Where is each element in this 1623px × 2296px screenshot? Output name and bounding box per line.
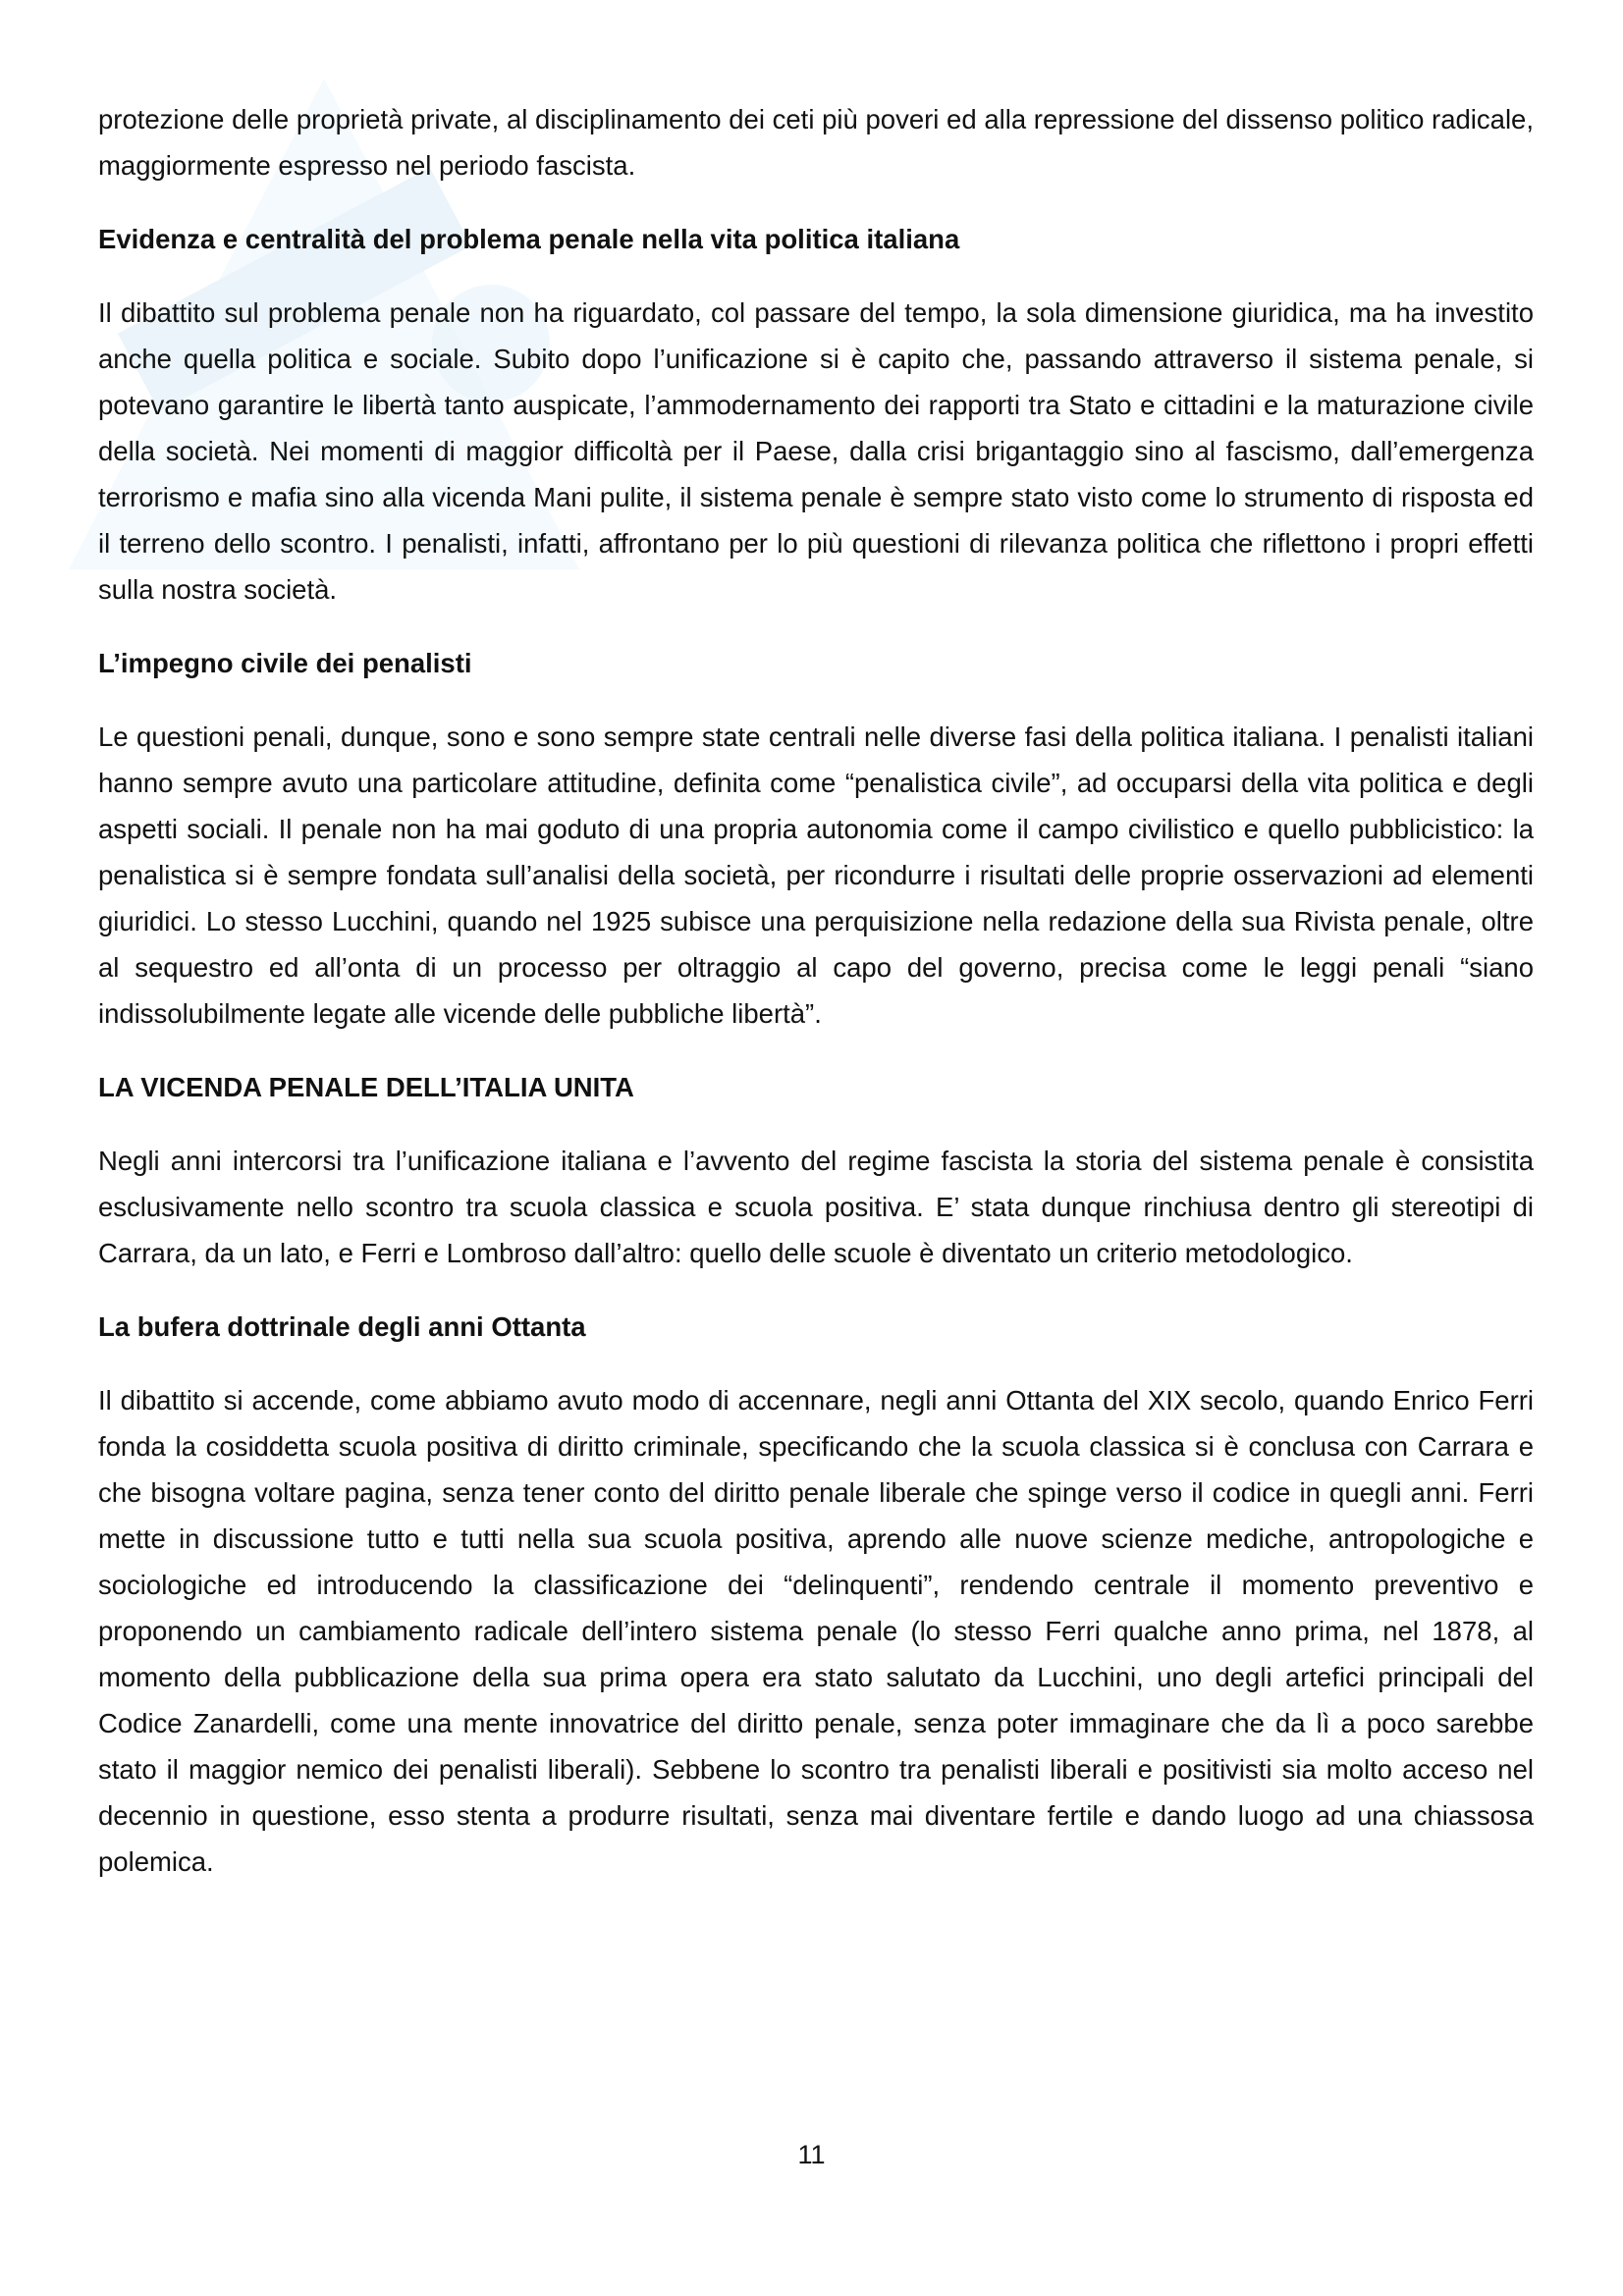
paragraph-dibattito-problema-penale: Il dibattito sul problema penale non ha riguardato, col passare del tempo, la sola dimensione giuridica, ma ha investito anche quella politica e sociale. Subito dopo l’unificazione si è capito che, passando attraverso il sistema penale, si potevano garantire le libertà tanto auspicate, l’ammodernamento dei rapporti tra Stato e cittadini e la maturazione civile della società. Nei momenti di maggior difficoltà per il Paese, dalla crisi brigantaggio sino al fascismo, dall’emergenza terrorismo e mafia sino alla vicenda Mani pulite, il sistema penale è sempre stato visto come lo strumento di risposta ed il terreno dello scontro. I penalisti, infatti, affrontano per lo più questioni di rilevanza politica che riflettono i propri effetti sulla nostra società. (98, 297, 1534, 605)
heading-evidenza-centralita: Evidenza e centralità del problema penale nella vita politica italiana (98, 224, 960, 254)
document-body (98, 96, 1534, 1912)
heading-vicenda-penale: LA VICENDA PENALE DELL’ITALIA UNITA (98, 1072, 634, 1102)
paragraph-dibattito-accende: Il dibattito si accende, come abbiamo avuto modo di accennare, negli anni Ottanta del XIX secolo, quando Enrico Ferri fonda la cosiddetta scuola positiva di diritto criminale, specificando che la scuola classica si è conclusa con Carrara e che bisogna voltare pagina, senza tener conto del diritto penale liberale che spinge verso il codice in quegli anni. Ferri mette in discussione tutto e tutti nella sua scuola positiva, aprendo alle nuove scienze mediche, antropologiche e sociologiche ed introducendo la classificazione dei “delinquenti”, rendendo centrale il momento preventivo e proponendo un cambiamento radicale dell’intero sistema penale (lo stesso Ferri qualche anno prima, nel 1878, al momento della pubblicazione della sua prima opera era stato salutato da Lucchini, uno degli artefici principali del Codice Zanardelli, come una mente innovatrice del diritto penale, senza poter immaginare che da lì a poco sarebbe stato il maggior nemico dei penalisti liberali). Sebbene lo scontro tra penalisti liberali e positivisti sia molto acceso nel decennio in questione, esso stenta a produrre risultati, senza mai diventare fertile e dando luogo ad una chiassosa polemica. (98, 1385, 1534, 1877)
page-number: 11 (797, 2140, 826, 2169)
paragraph-intro-continuation: protezione delle proprietà private, al disciplinamento dei ceti più poveri ed alla repressione del dissenso politico radicale, maggiormente espresso nel periodo fascista. (98, 104, 1534, 181)
paragraph-anni-intercorsi: Negli anni intercorsi tra l’unificazione italiana e l’avvento del regime fascista la storia del sistema penale è consistita esclusivamente nello scontro tra scuola classica e scuola positiva. E’ stata dunque rinchiusa dentro gli stereotipi di Carrara, da un lato, e Ferri e Lombroso dall’altro: quello delle scuole è diventato un criterio metodologico. (98, 1146, 1534, 1268)
heading-impegno-civile: L’impegno civile dei penalisti (98, 648, 472, 678)
heading-bufera-dottrinale: La bufera dottrinale degli anni Ottanta (98, 1311, 586, 1342)
paragraph-questioni-penali: Le questioni penali, dunque, sono e sono sempre state centrali nelle diverse fasi della politica italiana. I penalisti italiani hanno sempre avuto una particolare attitudine, definita come “penalistica civile”, ad occuparsi della vita politica e degli aspetti sociali. Il penale non ha mai goduto di una propria autonomia come il campo civilistico e quello pubblicistico: la penalistica si è sempre fondata sull’analisi della società, per ricondurre i risultati delle proprie osservazioni ad elementi giuridici. Lo stesso Lucchini, quando nel 1925 subisce una perquisizione nella redazione della sua Rivista penale, oltre al sequestro ed all’onta di un processo per oltraggio al capo del governo, precisa come le leggi penali “siano indissolubilmente legate alle vicende delle pubbliche libertà”. (98, 721, 1534, 1029)
